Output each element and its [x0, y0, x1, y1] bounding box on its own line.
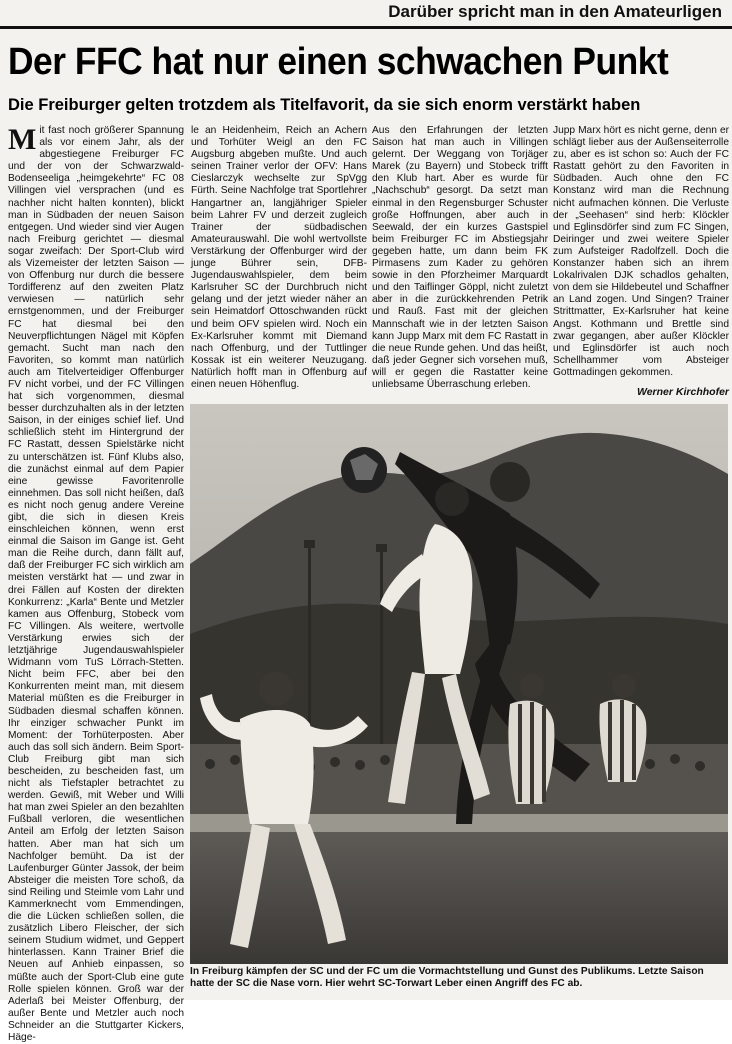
article-column-3 [372, 125, 548, 390]
match-photo [190, 404, 728, 964]
column-3-text: Aus den Erfahrungen der letzten Saison hat man auch in Villingen gelernt. Der Weggang von Torjäger Marek (zu Bayern) und Stobeck trifft den Klub hart. Aber es wurde für „Nachschub“ gesorgt. Da setzt man einmal in den Regensburger Schuster große Hoffnungen, aber auch in Seewald, der ein kurzes Gastspiel beim Freiburger FC im Abstiegsjahr gegeben hatte, um dann beim FK Pirmasens zum Kader zu gehören sowie in den Pforzheimer Marquardt und den Taiflinger Göppl, nicht zuletzt aber in die zurückkehrenden Petrik und Rauß. Fast mit der gleichen Mannschaft wie in der letzten Saison kann Jupp Marx mit dem FC Rastatt in die neue Runde gehen. Und das heißt, daß jeder Gegner sich vorsehen muß, will er gegen die Rastatter keine unliebsame Überraschung erleben. [372, 125, 548, 390]
article-column-2 [191, 125, 367, 390]
column-2-text: le an Heidenheim, Reich an Achern und Torhüter Weigl an den FC Augsburg abgeben mußte. Und auch seinen Trainer verlor der OFV: Hans Cieslarczyk wechselte zur SpVgg Fürth. Seine Nachfolge trat Sportlehrer Hangartner an, langjähriger Spieler beim Lahrer FV und derzeit zugleich Trainer der südbadischen Amateurauswahl. Die wohl wertvollste Verstärkung der Offenburger wird der junge Bührer sein, DFB-Jugendauswahlspieler, dem beim Karlsruher SC der Durchbruch nicht gelang und der jetzt wieder näher an sein Heimatdorf Ottoschwanden rückt und beim OFV spielen wird. Noch ein Ex-Karlsruher kommt mit Diemand nach Offenburg, und der Tuttlinger Kossak ist ein weiterer Neuzugang. Natürlich hofft man in Offenburg auf einen neuen Höhenflug. [191, 125, 367, 390]
drop-cap: M [8, 123, 37, 156]
column-1-text: it fast noch größerer Spannung als vor einem Jahr, als der abgestiegene Freiburger FC und der von der Schwarzwald-Bodenseeliga „heimgekehrte“ FC 08 Villingen viel versprachen (und es nachher nicht halten konnten), blickt man in Südbaden der neuen Saison entgegen. Und wieder sind vier Augen nach Freiburg gerichtet — diesmal sogar zweifach: Der Sport-Club wird als Vizemeister der letzten Saison — von Offenburg nur durch die bessere Tordifferenz auf den zweiten Platz verwiesen — natürlich sehr ernstgenommen, und der Freiburger FC hat diesmal bei den Neuverpflichtungen Nägel mit Köpfen gemacht. Sucht man nach den Favoriten, so kommt man natürlich auch am Titelverteidiger Offenburger FV nicht vorbei, und der FC Villingen hat sich vorgenommen, diesmal besser durchzuhalten als in der letzten Saison, in der einiges schief lief. Und schließlich steht im Hintergrund der FC Rastatt, dessen Spielstärke nicht zu unterschätzen ist. Fünf Klubs also, die zunächst einmal auf dem Papier eine gewisse Favoritenrolle einnehmen. Das soll nicht heißen, daß es nicht noch genug andere Vereine gibt, die sich in diesen Kreis einschleichen können, wenn erst einmal die Saison im Gange ist. Geht man die Reihe durch, dann fällt auf, daß der Freiburger FC sich wirklich am meisten verstärkt hat — und zwar in drei Fällen auf Kosten der direkten Konkurrenz: „Karla“ Bente und Metzler kamen aus Offenburg, Stobeck vom FC Villingen. Als weitere, wertvolle Verstärkung erwies sich der letztjährige Jugendauswahlspieler Widmann vom TuS Lörrach-Stetten. Nicht beim FFC, aber bei den Konkurrenten meint man, mit diesem Material müßten es die Freiburger in Südbaden diesmal schaffen können. Ihr einziger schwacher Punkt im Moment: der Torhüterposten. Aber auch das soll sich ändern. Beim Sport-Club Freiburg gibt man sich bescheiden, zu bescheiden fast, um nicht als Tiefstapler betrachtet zu werden. Gewiß, mit Weber und Willi hat man zwei Spieler an den bezahlten Fußball verloren, die wesentlichen Anteil am Erfolg der letzten Saison hatten. Aber man hat sich um Nachfolger bemüht. Da ist der Laufenburger Günter Jassok, der beim Absteiger die meisten Tore schoß, da sind Reiling und Steimle vom Lahr und Kammerknecht vom Emmendingen, die die Lücken schließen sollen, die zusätzlich Libero Fleischer, der sich seinem Studium widmet, und Geppert hinterlassen. Kann Trainer Brief die Neuen auf Anhieb einpassen, so müßte auch der Sport-Club eine gute Rolle spielen können. Groß war der Aderlaß bei Meister Offenburg, der außer Bente und Metzler auch noch Schneider an die Stuttgarter Kickers, Häge- [8, 125, 184, 1044]
kicker-text: Darüber spricht man in den Amateurligen [388, 2, 722, 21]
match-photo-illustration [190, 404, 728, 964]
section-kicker [0, 0, 732, 29]
deck: Die Freiburger gelten trotzdem als Titelfavorit, da sie sich enorm verstärkt haben [8, 96, 641, 114]
headline: Der FFC hat nur einen schwachen Punkt [8, 41, 669, 83]
byline: Werner Kirchhofer [637, 386, 729, 398]
column-4-text: Jupp Marx hört es nicht gerne, denn er schlägt lieber aus der Außenseiterrolle zu, aber es ist schon so: Auch der FC Rastatt gehört zu den Favoriten in Südbaden. Auch ohne den FC Konstanz wird man die Rechnung nicht aufmachen können. Die Verluste der „Seehasen“ sind herb: Klöckler und Eglinsdörfer sind zum FC Singen, Deiringer und zwei weitere Spieler zum Aufsteiger Radolfzell. Doch die Konstanzer haben sich an ihrem Lokalrivalen DJK schadlos gehalten, von dem sie Hildebeutel und Schaffner an Land zogen. Und Singen? Trainer Strittmatter, Ex-Karlsruher hat keine Angst. Kothmann und Brettle sind zwar gegangen, aber außer Klöckler und Eglinsdörfer ist auch noch Schellhammer vom Absteiger Gottmadingen gekommen. [553, 125, 729, 378]
article-column-4 [553, 125, 729, 385]
article-column-1 [8, 123, 184, 1044]
photo-caption: In Freiburg kämpfen der SC und der FC um die Vormachtstellung und Gunst des Publikums. Letzte Saison hatte der SC die Nase vorn. Hier wehrt SC-Torwart Leber einen Angriff des FC ab. [190, 966, 704, 989]
